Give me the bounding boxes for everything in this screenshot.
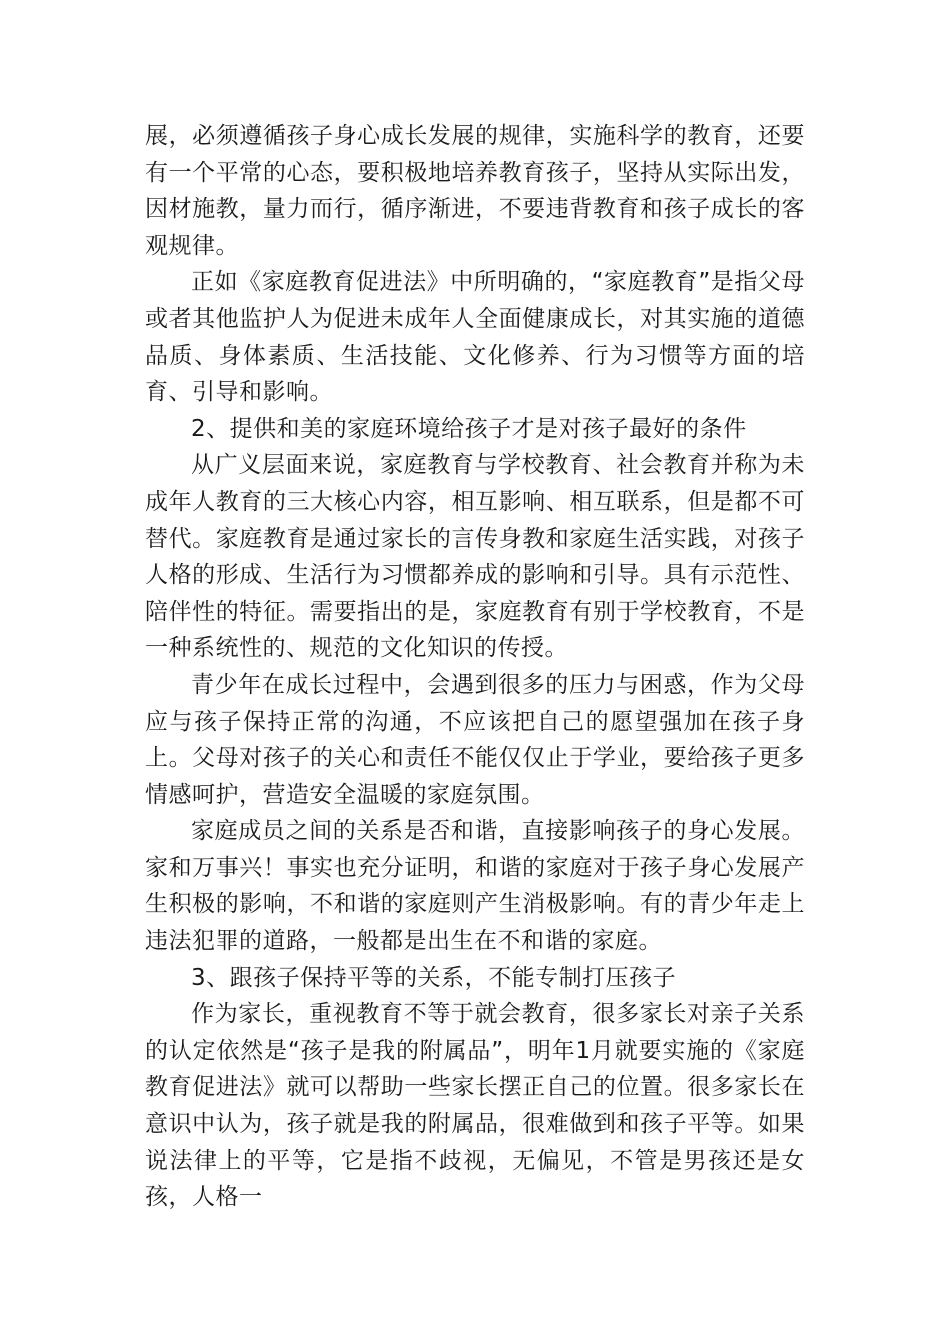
document-body	[145, 118, 805, 1216]
section-heading-3: 3、跟孩子保持平等的关系，不能专制打压孩子	[191, 964, 677, 991]
paragraph-family-education-definition: 正如《家庭教育促进法》中所明确的，“家庭教育”是指父母或者其他监护人为促进未成年人全面健康成长，对其实施的道德品质、身体素质、生活技能、文化修养、行为习惯等方面的培育、引导和影响。	[145, 269, 805, 406]
paragraph-equal-relationship: 作为家长，重视教育不等于就会教育，很多家长对亲子关系的认定依然是“孩子是我的附属品”，明年1月就要实施的《家庭教育促进法》就可以帮助一些家长摆正自己的位置。很多家长在意识中认为，孩子就是我的附属品，很难做到和孩子平等。如果说法律上的平等，它是指不歧视，无偏见，不管是男孩还是女孩，人格一	[145, 1001, 805, 1211]
paragraph-adolescent-growth: 青少年在成长过程中，会遇到很多的压力与困惑，作为父母应与孩子保持正常的沟通，不应该把自己的愿望强加在孩子身上。父母对孩子的关心和责任不能仅仅止于学业，要给孩子更多情感呵护，营造安全温暖的家庭氛围。	[145, 671, 805, 808]
paragraph-family-harmony: 家庭成员之间的关系是否和谐，直接影响孩子的身心发展。家和万事兴！事实也充分证明，和谐的家庭对于孩子身心发展产生积极的影响，不和谐的家庭则产生消极影响。有的青少年走上违法犯罪的道路，一般都是出生在不和谐的家庭。	[145, 818, 805, 955]
section-heading-2: 2、提供和美的家庭环境给孩子才是对孩子最好的条件	[191, 415, 747, 442]
paragraph-broad-perspective: 从广义层面来说，家庭教育与学校教育、社会教育并称为未成年人教育的三大核心内容，相互影响、相互联系，但是都不可替代。家庭教育是通过家长的言传身教和家庭生活实践，对孩子人格的形成、生活行为习惯都养成的影响和引导。具有示范性、陪伴性的特征。需要指出的是，家庭教育有别于学校教育，不是一种系统性的、规范的文化知识的传授。	[145, 452, 805, 662]
paragraph-continuation: 展，必须遵循孩子身心成长发展的规律，实施科学的教育，还要有一个平常的心态，要积极地培养教育孩子，坚持从实际出发，因材施教，量力而行，循序渐进，不要违背教育和孩子成长的客观规律。	[145, 123, 805, 259]
